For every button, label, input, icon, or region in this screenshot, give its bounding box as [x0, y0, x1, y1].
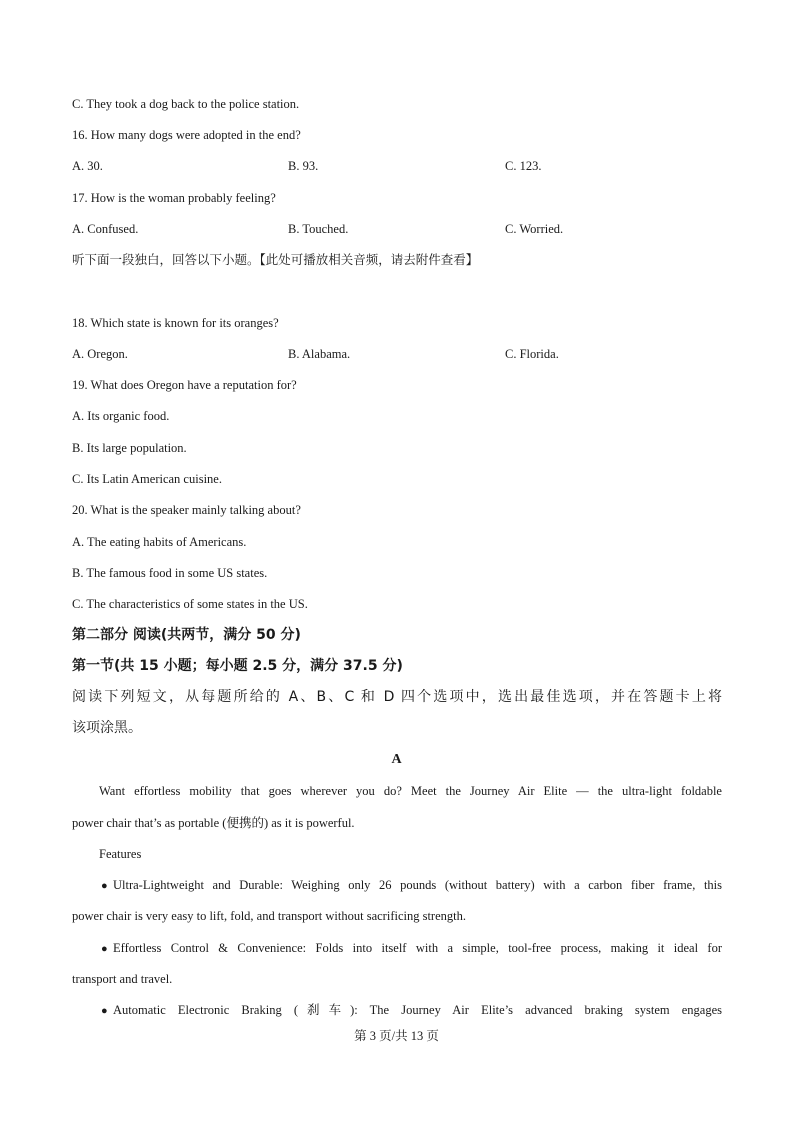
bullet-icon: ●: [101, 1005, 108, 1017]
q16-option-a: A. 30.: [72, 159, 103, 173]
q19-option-b: B. Its large population.: [72, 441, 187, 455]
q17-option-c: C. Worried.: [505, 222, 564, 236]
q17-option-a: A. Confused.: [72, 222, 139, 236]
q18-question: 18. Which state is known for its oranges?: [72, 316, 279, 330]
q16-option-c: C. 123.: [505, 159, 542, 173]
q19-question: 19. What does Oregon have a reputation for?: [72, 378, 297, 392]
monologue-instruction: 听下面一段独白，回答以下小题。【此处可播放相关音频，请去附件查看】: [72, 252, 479, 267]
page-number: 第 3 页/共 13 页: [354, 1029, 439, 1043]
q20-option-b: B. The famous food in some US states.: [72, 566, 268, 580]
q20-question: 20. What is the speaker mainly talking about?: [72, 503, 301, 517]
q17-question: 17. How is the woman probably feeling?: [72, 191, 276, 205]
bullet-icon: ●: [101, 943, 108, 955]
q16-question: 16. How many dogs were adopted in the end?: [72, 128, 301, 142]
reading-instruction-line1: 阅读下列短文，从每题所给的 A、B、C 和 D 四个选项中，选出最佳选项，并在答题卡上将: [72, 689, 722, 705]
q20-option-a: A. The eating habits of Americans.: [72, 535, 247, 549]
feature1-text: Ultra-Lightweight and Durable: Weighing only 26 pounds (without battery) with a carbon fiber frame, this: [113, 878, 722, 892]
intro-line2: power chair that’s as portable (便携的) as it is powerful.: [72, 816, 355, 830]
passage-label: A: [391, 752, 402, 767]
intro-line1: Want effortless mobility that goes wherever you do? Meet the Journey Air Elite — the ultra-light foldable: [99, 784, 722, 798]
feature2-line2: transport and travel.: [72, 972, 173, 986]
reading-part-heading: 第二部分 阅读(共两节，满分 50 分): [72, 627, 301, 643]
feature3-text: Automatic Electronic Braking (刹车): The Journey Air Elite’s advanced braking system engages: [113, 1003, 722, 1017]
feature2-text: Effortless Control & Convenience: Folds into itself with a simple, tool-free process, making it ideal for: [113, 941, 722, 955]
q18-option-a: A. Oregon.: [72, 347, 128, 361]
q20-option-c: C. The characteristics of some states in the US.: [72, 597, 308, 611]
feature1-line2: power chair is very easy to lift, fold, and transport without sacrificing strength.: [72, 909, 466, 923]
feature1-line1: [101, 877, 722, 894]
q18-option-c: C. Florida.: [505, 347, 559, 361]
reading-section-heading: 第一节(共 15 小题；每小题 2.5 分，满分 37.5 分): [72, 658, 403, 674]
reading-instruction-line2: 该项涂黑。: [72, 720, 142, 736]
feature3-line1: [101, 1002, 722, 1019]
q19-option-a: A. Its organic food.: [72, 409, 170, 423]
q18-option-b: B. Alabama.: [288, 347, 351, 361]
features-label: Features: [99, 847, 142, 861]
q17-option-b: B. Touched.: [288, 222, 349, 236]
q16-option-b: B. 93.: [288, 159, 319, 173]
bullet-icon: ●: [101, 880, 108, 892]
q15-option-c: C. They took a dog back to the police station.: [72, 97, 300, 111]
q19-option-c: C. Its Latin American cuisine.: [72, 472, 222, 486]
feature2-line1: [101, 940, 722, 957]
